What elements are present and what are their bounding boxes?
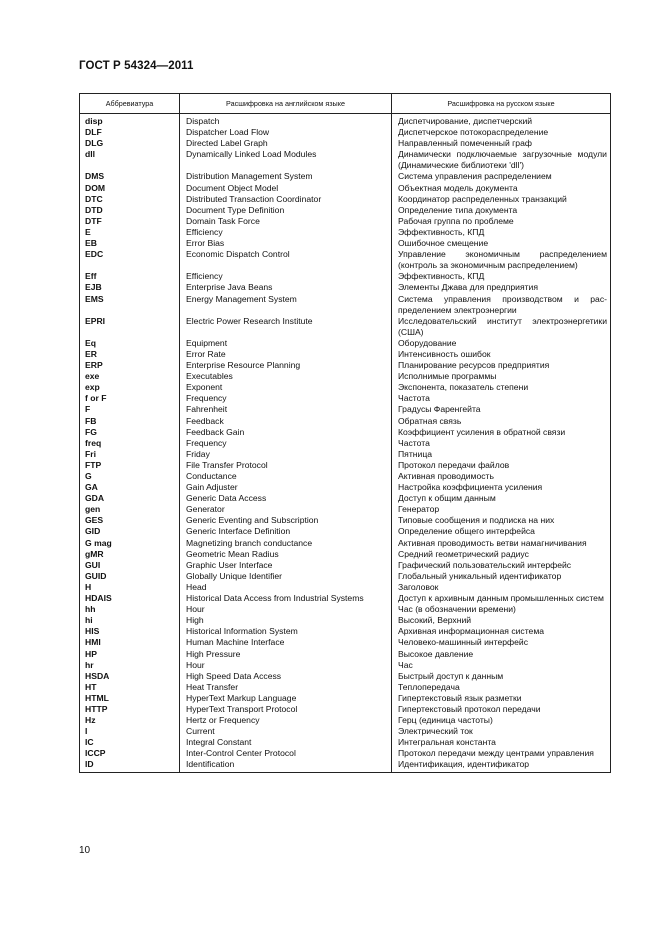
russian-cell: Объектная модель документа <box>392 183 611 194</box>
english-cell: Generic Eventing and Subscription <box>180 515 392 526</box>
english-cell: Directed Label Graph <box>180 138 392 149</box>
table-row <box>80 482 611 493</box>
abbreviation-cell: GUID <box>80 571 180 582</box>
table-row <box>80 626 611 637</box>
table-row <box>80 416 611 427</box>
english-cell: Gain Adjuster <box>180 482 392 493</box>
english-cell: Head <box>180 582 392 593</box>
english-cell: File Transfer Protocol <box>180 460 392 471</box>
table-row <box>80 460 611 471</box>
table-row <box>80 114 611 128</box>
english-cell: Frequency <box>180 438 392 449</box>
russian-cell: Определение общего интерфейса <box>392 526 611 537</box>
russian-cell: Направленный помеченный граф <box>392 138 611 149</box>
abbreviation-cell: GUI <box>80 560 180 571</box>
abbreviation-cell: HIS <box>80 626 180 637</box>
table-row <box>80 349 611 360</box>
table-row <box>80 404 611 415</box>
table-row <box>80 282 611 293</box>
russian-cell: Эффективность, КПД <box>392 227 611 238</box>
abbreviation-cell: DLG <box>80 138 180 149</box>
russian-cell: Оборудование <box>392 338 611 349</box>
column-header-abbreviation: Аббревиатура <box>80 94 180 114</box>
russian-cell: Диспетчерское потокораспределение <box>392 127 611 138</box>
table-row <box>80 471 611 482</box>
russian-cell: Планирование ресурсов предприятия <box>392 360 611 371</box>
abbreviation-cell: hh <box>80 604 180 615</box>
table-row <box>80 194 611 205</box>
russian-cell: Рабочая группа по проблеме <box>392 216 611 227</box>
abbreviation-cell: DLF <box>80 127 180 138</box>
table-row <box>80 127 611 138</box>
russian-cell: Активная проводимость ветви намагничивания <box>392 538 611 549</box>
table-row <box>80 549 611 560</box>
english-cell: Economic Dispatch Control <box>180 249 392 271</box>
russian-cell: Час (в обозначении времени) <box>392 604 611 615</box>
english-cell: Enterprise Java Beans <box>180 282 392 293</box>
abbreviation-cell: HTML <box>80 693 180 704</box>
page-number: 10 <box>79 845 91 856</box>
russian-cell: Активная проводимость <box>392 471 611 482</box>
abbreviation-cell: H <box>80 582 180 593</box>
russian-cell: Час <box>392 660 611 671</box>
table-row <box>80 615 611 626</box>
english-cell: Graphic User Interface <box>180 560 392 571</box>
table-row <box>80 604 611 615</box>
english-cell: Distribution Management System <box>180 171 392 182</box>
abbreviation-cell: f or F <box>80 393 180 404</box>
table-row <box>80 238 611 249</box>
abbreviation-cell: I <box>80 726 180 737</box>
russian-cell: Определение типа документа <box>392 205 611 216</box>
abbreviation-cell: ERP <box>80 360 180 371</box>
english-cell: Error Bias <box>180 238 392 249</box>
english-cell: Dynamically Linked Load Modules <box>180 149 392 171</box>
english-cell: HyperText Transport Protocol <box>180 704 392 715</box>
table-row <box>80 338 611 349</box>
table-row <box>80 660 611 671</box>
english-cell: Electric Power Research Institute <box>180 316 392 338</box>
table-row <box>80 759 611 772</box>
russian-cell: Настройка коэффициента усиления <box>392 482 611 493</box>
english-cell: Human Machine Interface <box>180 637 392 648</box>
abbreviation-cell: gen <box>80 504 180 515</box>
english-cell: Feedback <box>180 416 392 427</box>
english-cell: Efficiency <box>180 271 392 282</box>
english-cell: Identification <box>180 759 392 772</box>
table-row <box>80 560 611 571</box>
russian-cell: Координатор распределенных транзакций <box>392 194 611 205</box>
abbreviation-cell: DTD <box>80 205 180 216</box>
abbreviation-cell: ICCP <box>80 748 180 759</box>
abbreviation-cell: EB <box>80 238 180 249</box>
abbreviation-cell: HTTP <box>80 704 180 715</box>
english-cell: Domain Task Force <box>180 216 392 227</box>
english-cell: Generic Data Access <box>180 493 392 504</box>
abbreviation-cell: GDA <box>80 493 180 504</box>
english-cell: Enterprise Resource Planning <box>180 360 392 371</box>
abbreviation-cell: IC <box>80 737 180 748</box>
abbreviation-cell: ER <box>80 349 180 360</box>
russian-cell: Управление экономичным распределением (контроль за экономичным распределением) <box>392 249 611 271</box>
russian-cell: Герц (единица частоты) <box>392 715 611 726</box>
table-row <box>80 216 611 227</box>
document-header: ГОСТ Р 54324—2011 <box>79 60 194 72</box>
table-row <box>80 538 611 549</box>
english-cell: Distributed Transaction Coordinator <box>180 194 392 205</box>
table-row <box>80 637 611 648</box>
abbreviation-cell: FTP <box>80 460 180 471</box>
table-row <box>80 671 611 682</box>
russian-cell: Доступ к общим данным <box>392 493 611 504</box>
table-row <box>80 227 611 238</box>
table-body <box>80 114 611 773</box>
english-cell: Hour <box>180 660 392 671</box>
english-cell: Magnetizing branch conductance <box>180 538 392 549</box>
english-cell: High <box>180 615 392 626</box>
russian-cell: Система управления производством и распределением электроэнергии <box>392 294 611 316</box>
english-cell: Error Rate <box>180 349 392 360</box>
table-row <box>80 393 611 404</box>
column-header-english: Расшифровка на английском языке <box>180 94 392 114</box>
english-cell: Current <box>180 726 392 737</box>
abbreviation-cell: DOM <box>80 183 180 194</box>
english-cell: Feedback Gain <box>180 427 392 438</box>
abbreviation-cell: Eff <box>80 271 180 282</box>
table-row <box>80 715 611 726</box>
russian-cell: Протокол передачи файлов <box>392 460 611 471</box>
table-row <box>80 427 611 438</box>
abbreviation-cell: Fri <box>80 449 180 460</box>
table-row <box>80 726 611 737</box>
english-cell: Inter-Control Center Protocol <box>180 748 392 759</box>
russian-cell: Архивная информационная система <box>392 626 611 637</box>
english-cell: Hour <box>180 604 392 615</box>
table-row <box>80 504 611 515</box>
english-cell: Conductance <box>180 471 392 482</box>
abbreviation-cell: F <box>80 404 180 415</box>
russian-cell: Интегральная константа <box>392 737 611 748</box>
russian-cell: Высокое давление <box>392 649 611 660</box>
abbreviation-cell: GID <box>80 526 180 537</box>
abbreviation-cell: EPRI <box>80 316 180 338</box>
abbreviation-cell: EMS <box>80 294 180 316</box>
abbreviation-cell: DTF <box>80 216 180 227</box>
english-cell: Generic Interface Definition <box>180 526 392 537</box>
abbreviation-cell: GES <box>80 515 180 526</box>
table-row <box>80 493 611 504</box>
russian-cell: Идентификация, идентификатор <box>392 759 611 772</box>
abbreviation-cell: E <box>80 227 180 238</box>
abbreviation-cell: G <box>80 471 180 482</box>
table-row <box>80 649 611 660</box>
abbreviation-cell: hr <box>80 660 180 671</box>
russian-cell: Система управления распределением <box>392 171 611 182</box>
english-cell: Equipment <box>180 338 392 349</box>
russian-cell: Интенсивность ошибок <box>392 349 611 360</box>
english-cell: Document Type Definition <box>180 205 392 216</box>
table-header <box>80 94 611 114</box>
english-cell: Efficiency <box>180 227 392 238</box>
table-row <box>80 571 611 582</box>
table-row <box>80 249 611 271</box>
russian-cell: Гипертекстовый протокол передачи <box>392 704 611 715</box>
table-row <box>80 693 611 704</box>
abbreviation-cell: G mag <box>80 538 180 549</box>
english-cell: Hertz or Frequency <box>180 715 392 726</box>
russian-cell: Градусы Фаренгейта <box>392 404 611 415</box>
table-row <box>80 438 611 449</box>
russian-cell: Высокий, Верхний <box>392 615 611 626</box>
english-cell: Generator <box>180 504 392 515</box>
russian-cell: Обратная связь <box>392 416 611 427</box>
english-cell: Executables <box>180 371 392 382</box>
russian-cell: Эффективность, КПД <box>392 271 611 282</box>
abbreviation-cell: HSDA <box>80 671 180 682</box>
abbreviation-cell: GA <box>80 482 180 493</box>
abbreviation-cell: HDAIS <box>80 593 180 604</box>
abbreviation-cell: HMI <box>80 637 180 648</box>
abbreviation-cell: exp <box>80 382 180 393</box>
russian-cell: Исполнимые программы <box>392 371 611 382</box>
table-row <box>80 171 611 182</box>
russian-cell: Средний геометрический радиус <box>392 549 611 560</box>
russian-cell: Графический пользовательский интерфейс <box>392 560 611 571</box>
english-cell: High Pressure <box>180 649 392 660</box>
english-cell: HyperText Markup Language <box>180 693 392 704</box>
english-cell: Geometric Mean Radius <box>180 549 392 560</box>
russian-cell: Гипертекстовый язык разметки <box>392 693 611 704</box>
abbreviation-cell: exe <box>80 371 180 382</box>
table-row <box>80 149 611 171</box>
abbreviation-cell: FB <box>80 416 180 427</box>
russian-cell: Доступ к архивным данным промышленных систем <box>392 593 611 604</box>
abbreviation-cell: EJB <box>80 282 180 293</box>
table-row <box>80 316 611 338</box>
abbreviations-table <box>79 93 611 773</box>
table-row <box>80 382 611 393</box>
russian-cell: Заголовок <box>392 582 611 593</box>
abbreviation-cell: Hz <box>80 715 180 726</box>
english-cell: Dispatcher Load Flow <box>180 127 392 138</box>
abbreviation-cell: disp <box>80 114 180 128</box>
table-row <box>80 593 611 604</box>
russian-cell: Теплопередача <box>392 682 611 693</box>
russian-cell: Типовые сообщения и подписка на них <box>392 515 611 526</box>
english-cell: Friday <box>180 449 392 460</box>
english-cell: Heat Transfer <box>180 682 392 693</box>
table-row <box>80 748 611 759</box>
table-row <box>80 205 611 216</box>
russian-cell: Протокол передачи между центрами управления <box>392 748 611 759</box>
table-row <box>80 371 611 382</box>
english-cell: Document Object Model <box>180 183 392 194</box>
english-cell: Globally Unique Identifier <box>180 571 392 582</box>
table-row <box>80 515 611 526</box>
russian-cell: Экспонента, показатель степени <box>392 382 611 393</box>
russian-cell: Человеко-машинный интерфейс <box>392 637 611 648</box>
russian-cell: Частота <box>392 438 611 449</box>
russian-cell: Быстрый доступ к данным <box>392 671 611 682</box>
abbreviation-cell: FG <box>80 427 180 438</box>
russian-cell: Коэффициент усиления в обратной связи <box>392 427 611 438</box>
table-row <box>80 138 611 149</box>
table-row <box>80 526 611 537</box>
russian-cell: Элементы Джава для предприятия <box>392 282 611 293</box>
abbreviation-cell: EDC <box>80 249 180 271</box>
table-row <box>80 183 611 194</box>
russian-cell: Диспетчирование, диспетчерский <box>392 114 611 128</box>
russian-cell: Ошибочное смещение <box>392 238 611 249</box>
abbreviation-cell: DMS <box>80 171 180 182</box>
abbreviation-cell: gMR <box>80 549 180 560</box>
english-cell: High Speed Data Access <box>180 671 392 682</box>
english-cell: Historical Data Access from Industrial Systems <box>180 593 392 604</box>
russian-cell: Исследовательский институт электроэнергетики (США) <box>392 316 611 338</box>
table-row <box>80 360 611 371</box>
table-row <box>80 582 611 593</box>
abbreviation-cell: HP <box>80 649 180 660</box>
russian-cell: Генератор <box>392 504 611 515</box>
abbreviation-cell: DTC <box>80 194 180 205</box>
english-cell: Frequency <box>180 393 392 404</box>
russian-cell: Динамически подключаемые загрузочные модули (Динамические библиотеки 'dll') <box>392 149 611 171</box>
abbreviation-cell: dll <box>80 149 180 171</box>
abbreviation-cell: freq <box>80 438 180 449</box>
english-cell: Fahrenheit <box>180 404 392 415</box>
table-row <box>80 682 611 693</box>
abbreviation-cell: ID <box>80 759 180 772</box>
table-row <box>80 449 611 460</box>
english-cell: Integral Constant <box>180 737 392 748</box>
english-cell: Historical Information System <box>180 626 392 637</box>
table-row <box>80 737 611 748</box>
russian-cell: Глобальный уникальный идентификатор <box>392 571 611 582</box>
table-row <box>80 294 611 316</box>
english-cell: Exponent <box>180 382 392 393</box>
russian-cell: Электрический ток <box>392 726 611 737</box>
column-header-russian: Расшифровка на русском языке <box>392 94 611 114</box>
table-row <box>80 704 611 715</box>
abbreviation-cell: Eq <box>80 338 180 349</box>
russian-cell: Пятница <box>392 449 611 460</box>
abbreviation-cell: hi <box>80 615 180 626</box>
abbreviation-cell: HT <box>80 682 180 693</box>
table-row <box>80 271 611 282</box>
english-cell: Dispatch <box>180 114 392 128</box>
russian-cell: Частота <box>392 393 611 404</box>
english-cell: Energy Management System <box>180 294 392 316</box>
